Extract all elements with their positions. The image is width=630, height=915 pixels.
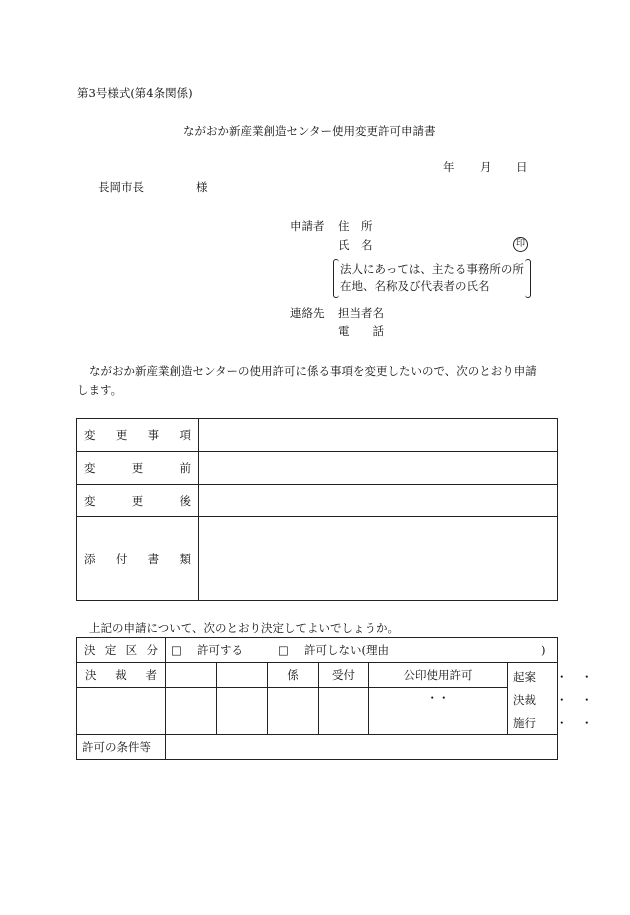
not-permit-label: 許可しない(理由: [304, 643, 389, 657]
row-label-before-change: 変 更 前: [77, 452, 199, 485]
corp-note-line1: 法人にあっては、主たる事務所の所: [340, 262, 524, 276]
draft-approval-enforcement: 起案 ・ ・ 決裁 ・ ・ 施行 ・ ・: [508, 663, 558, 735]
phone-label: 電 話: [338, 324, 384, 338]
date-year-label: 年: [443, 160, 455, 174]
row-label-after-change: 変 更 後: [77, 485, 199, 517]
date-day-label: 日: [516, 160, 528, 174]
table-row: [77, 452, 558, 485]
permit-checkbox[interactable]: □: [171, 643, 182, 657]
col-seal-use: 公印使用許可: [369, 663, 508, 688]
row-label-change-item: 変 更 事 項: [77, 419, 199, 452]
attachments-field[interactable]: [199, 517, 558, 601]
name-label: 氏 名: [338, 238, 373, 252]
conditions-field[interactable]: [166, 735, 558, 760]
permit-label: 許可する: [197, 643, 243, 657]
approver-label: 決 裁 者: [77, 663, 166, 688]
approver-seal-2: [217, 688, 268, 735]
not-permit-checkbox[interactable]: □: [278, 643, 289, 657]
decision-options: [166, 638, 558, 663]
right-bracket: [525, 259, 531, 298]
col-kakari: 係: [268, 663, 319, 688]
approver-col-1: [166, 663, 217, 688]
row-label-attachments: 添 付 書 類: [77, 517, 199, 601]
table-row: [77, 663, 558, 688]
change-table: [76, 418, 558, 601]
corp-note-line2: 在地、名称及び代表者の氏名: [340, 279, 490, 293]
date-month-label: 月: [480, 160, 492, 174]
change-item-field[interactable]: [199, 419, 558, 452]
contact-person-label: 担当者名: [338, 306, 384, 320]
table-row: [77, 517, 558, 601]
decision-category-label: 決 定 区 分: [77, 638, 166, 663]
approver-seal-1: [166, 688, 217, 735]
address-label: 住 所: [338, 219, 373, 233]
table-row: [77, 735, 558, 760]
table-row: [77, 485, 558, 517]
left-bracket: [333, 259, 339, 298]
seal-mark: 印: [513, 237, 528, 252]
enforcement-label: 施行: [513, 715, 536, 730]
col-uketsuke: 受付: [319, 663, 369, 688]
table-row: [77, 419, 558, 452]
document-title: ながおか新産業創造センター使用変更許可申請書: [183, 124, 436, 138]
seal-use-date: ・・: [369, 688, 508, 735]
addressee: 長岡市長: [98, 180, 144, 194]
body-text-line2: します。: [77, 383, 123, 397]
decision-intro: 上記の申請について、次のとおり決定してよいでしょうか。: [89, 621, 400, 635]
form-number: 第3号様式(第4条関係): [77, 86, 193, 100]
honorific: 様: [196, 180, 208, 194]
before-change-field[interactable]: [199, 452, 558, 485]
approver-col-2: [217, 663, 268, 688]
table-row: [77, 688, 558, 735]
close-paren: ): [541, 643, 546, 657]
decision-table: [76, 637, 593, 760]
body-text-line1: ながおか新産業創造センターの使用許可に係る事項を変更したいので、次のとおり申請: [89, 364, 537, 378]
uketsuke-seal: [319, 688, 369, 735]
draft-label: 起案: [513, 669, 536, 684]
applicant-label: 申請者: [290, 219, 325, 233]
contact-label: 連絡先: [290, 306, 325, 320]
approver-seal-area: [77, 688, 166, 735]
kakari-seal: [268, 688, 319, 735]
conditions-label: 許可の条件等: [77, 735, 166, 760]
after-change-field[interactable]: [199, 485, 558, 517]
table-row: [77, 638, 558, 663]
approval-label: 決裁: [513, 692, 536, 707]
